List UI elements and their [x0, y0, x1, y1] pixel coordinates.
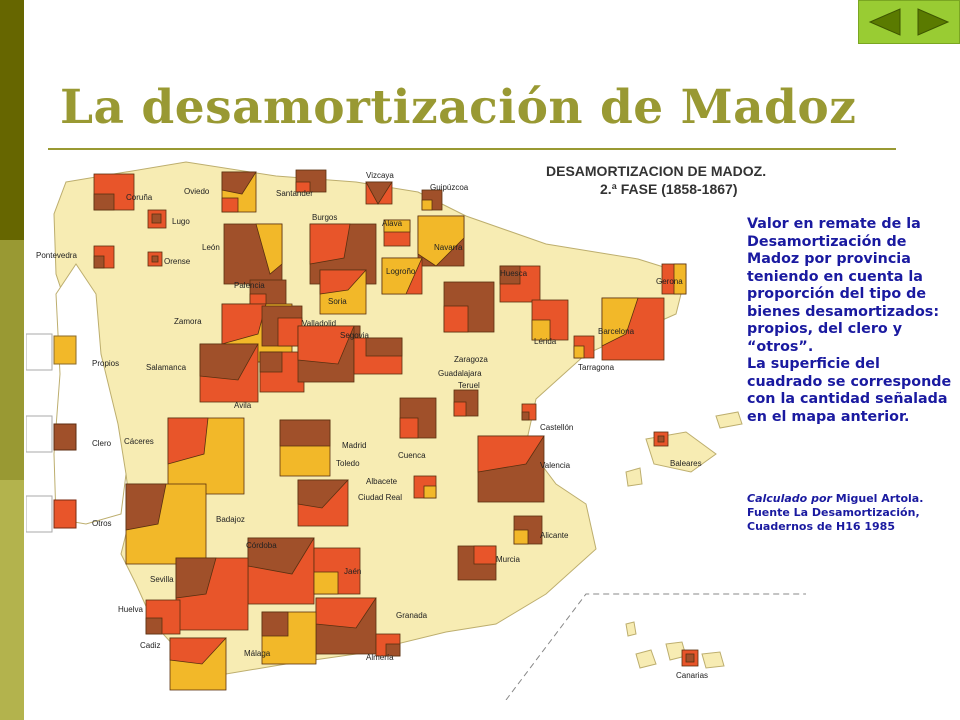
label-jaen: Jaén [344, 567, 362, 576]
label-alicante: Alicante [540, 531, 569, 540]
province-sevilla [176, 558, 248, 630]
label-gerona: Gerona [656, 277, 683, 286]
province-alicante [514, 516, 542, 544]
sidebar-band-light [0, 480, 24, 720]
map-subheading: 2.ª FASE (1858-1867) [600, 181, 738, 197]
label-guipuzcoa: Guipúzcoa [430, 183, 469, 192]
label-almeria: Almería [366, 653, 394, 662]
label-barcelona: Barcelona [598, 327, 635, 336]
label-palencia: Palencia [234, 281, 265, 290]
province-cadiz [170, 638, 226, 690]
province-granada [316, 598, 376, 654]
label-vizcaya: Vizcaya [366, 171, 394, 180]
label-malaga: Málaga [244, 649, 271, 658]
label-tarragona: Tarragona [578, 363, 615, 372]
province-caceres [168, 418, 244, 494]
label-lugo: Lugo [172, 217, 190, 226]
province-salamanca [200, 344, 258, 402]
title-rule [48, 148, 896, 150]
next-slide-button[interactable] [912, 5, 956, 39]
province-guipuzcoa [422, 190, 442, 210]
province-logrono [382, 258, 422, 294]
credit-calc-label: Calculado por [747, 492, 832, 505]
description-paragraph-2: La superficie del cuadrado se corresponde con la cantidad señalada en el mapa anterior. [747, 356, 952, 425]
province-valladolid [262, 306, 302, 346]
province-murcia [458, 546, 496, 580]
province-huelva [146, 600, 180, 634]
province-orense [148, 252, 162, 266]
label-badajoz: Badajoz [216, 515, 245, 524]
triangle-left-icon [866, 7, 902, 37]
label-valladolid: Valladolid [302, 319, 337, 328]
province-ciudad-real [298, 480, 348, 526]
province-coruna [94, 174, 134, 210]
label-madrid: Madrid [342, 441, 367, 450]
label-lerida: Lérida [534, 337, 557, 346]
label-sevilla: Sevilla [150, 575, 174, 584]
label-valencia: Valencia [540, 461, 571, 470]
label-baleares: Baleares [670, 459, 702, 468]
label-teruel: Teruel [458, 381, 480, 390]
legend-otros-label: Otros [92, 519, 112, 528]
label-albacete: Albacete [366, 477, 398, 486]
credit-author: Miguel Artola. [835, 492, 924, 505]
label-cordoba: Córdoba [246, 541, 277, 550]
legend-propios-label: Propios [92, 359, 120, 368]
credit-source: Fuente La Desamortización, Cuadernos de H16 1985 [747, 506, 920, 533]
label-granada: Granada [396, 611, 428, 620]
province-lugo [148, 210, 166, 228]
map-description [747, 216, 952, 426]
province-tarragona [574, 336, 594, 358]
province-toledo [280, 420, 330, 476]
label-avila: Avila [234, 401, 252, 410]
province-pontevedra [94, 246, 114, 268]
label-oviedo: Oviedo [184, 187, 210, 196]
label-zamora: Zamora [174, 317, 202, 326]
province-teruel [454, 390, 478, 416]
slide-nav [858, 0, 960, 44]
label-ciudad-real: Ciudad Real [358, 493, 403, 502]
province-lerida [532, 300, 568, 340]
slide-title: La desamortización de Madoz [60, 80, 857, 135]
label-logrono: Logroño [386, 267, 416, 276]
province-baleares [654, 432, 668, 446]
province-navarra [418, 216, 464, 266]
label-zaragoza: Zaragoza [454, 355, 488, 364]
label-canarias: Canarias [676, 671, 709, 680]
province-canarias [682, 650, 698, 666]
province-castellon [522, 404, 536, 420]
province-zaragoza [444, 282, 494, 332]
triangle-right-icon [916, 7, 952, 37]
label-guadalajara: Guadalajara [438, 369, 482, 378]
label-cadiz: Cadiz [140, 641, 161, 650]
description-paragraph-1: Valor en remate de la Desamortización de Madoz por provincia teniendo en cuenta la proporción del tipo de bienes desamortizados: propios, del clero y “otros”. [747, 216, 940, 355]
label-soria: Soria [328, 297, 347, 306]
province-valencia [478, 436, 544, 502]
label-pontevedra: Pontevedra [36, 251, 77, 260]
label-cuenca: Cuenca [398, 451, 426, 460]
previous-slide-button[interactable] [862, 5, 906, 39]
province-oviedo [222, 172, 256, 212]
province-guadalajara [354, 338, 402, 374]
label-coruna: Coruña [126, 193, 153, 202]
province-vizcaya [366, 182, 392, 204]
label-castellon: Castellón [540, 423, 574, 432]
madoz-map [26, 154, 806, 700]
province-soria [320, 270, 366, 314]
label-segovia: Segovia [340, 331, 369, 340]
sidebar-band-mid [0, 240, 24, 480]
label-orense: Orense [164, 257, 191, 266]
label-navarra: Navarra [434, 243, 463, 252]
map-credit [747, 492, 952, 534]
label-santander: Santander [276, 189, 313, 198]
label-murcia: Murcia [496, 555, 521, 564]
province-avila [260, 352, 304, 392]
sidebar-band [0, 0, 24, 720]
label-huesca: Huesca [500, 269, 528, 278]
province-leon [224, 224, 282, 284]
sidebar-band-dark [0, 0, 24, 240]
legend-clero-label: Clero [92, 439, 112, 448]
label-caceres: Cáceres [124, 437, 154, 446]
label-toledo: Toledo [336, 459, 360, 468]
label-leon: León [202, 243, 220, 252]
province-badajoz [126, 484, 206, 564]
label-burgos: Burgos [312, 213, 338, 222]
map-heading: DESAMORTIZACION DE MADOZ. [546, 163, 767, 179]
label-alava: Alava [382, 219, 403, 228]
province-cuenca [400, 398, 436, 438]
label-salamanca: Salamanca [146, 363, 187, 372]
province-albacete [414, 476, 436, 498]
label-huelva: Huelva [118, 605, 143, 614]
